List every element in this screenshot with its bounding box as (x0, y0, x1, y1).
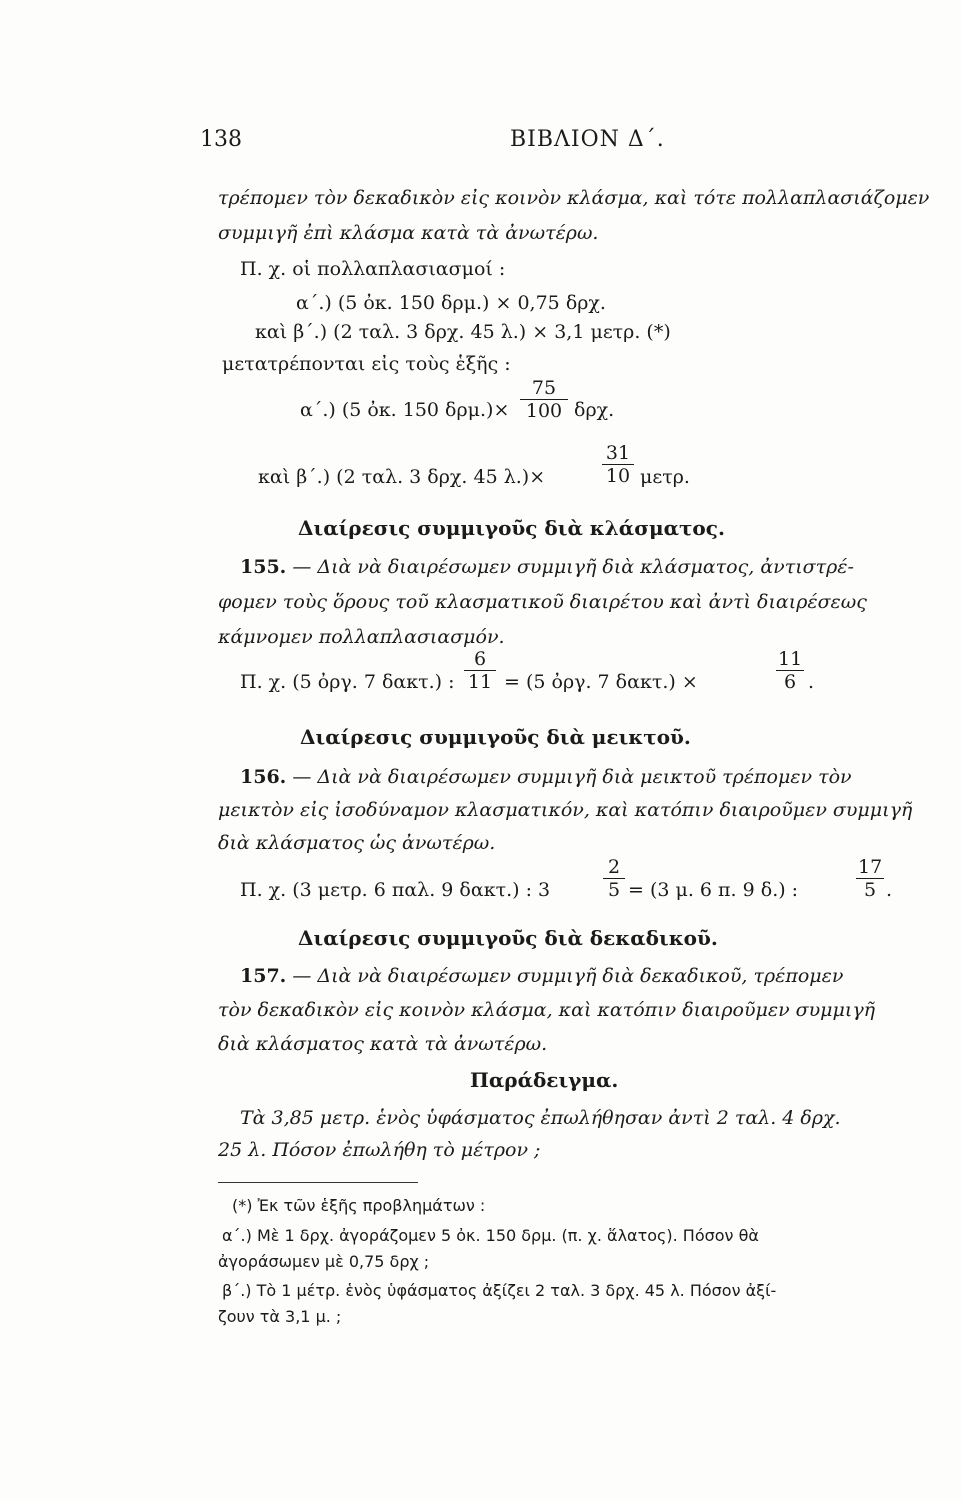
section-157-text-1: — Διὰ νὰ διαιρέσωμεν συμμιγῆ διὰ δεκαδικοῦ, τρέπομεν (292, 965, 844, 987)
intro-example-b: καὶ β΄.) (2 ταλ. 3 δρχ. 45 λ.) × 3,1 μετρ. (*) (255, 321, 671, 343)
section-156-text-1: — Διὰ νὰ διαιρέσωμεν συμμιγῆ διὰ μεικτοῦ τρέπομεν τὸν (292, 766, 852, 788)
section-155-denominator-1: 11 (467, 671, 493, 693)
section-156-numerator-2: 17 (858, 856, 883, 878)
footnote-line-4: β΄.) Τὸ 1 μέτρ. ἑνὸς ὑφάσματος ἀξίζει 2 ταλ. 3 δρχ. 45 λ. Πόσον ἀξί- (222, 1281, 777, 1300)
footnote-line-3: ἀγοράσωμεν μὲ 0,75 δρχ ; (218, 1252, 430, 1271)
example-line-1: Τὰ 3,85 μετρ. ἑνὸς ὑφάσματος ἐπωλήθησαν ἀντὶ 2 ταλ. 4 δρχ. (240, 1107, 841, 1129)
section-157-line-3: διὰ κλάσματος κατὰ τὰ ἀνωτέρω. (218, 1033, 548, 1055)
conv-a-fraction (520, 377, 568, 422)
section-155-fraction-2 (776, 648, 804, 693)
section-156-numerator-1: 2 (603, 856, 625, 879)
section-156-fraction-2 (856, 856, 884, 901)
page-number: 138 (200, 127, 242, 152)
section-155-example-end: . (808, 671, 815, 693)
section-155-text-1: — Διὰ νὰ διαιρέσωμεν συμμιγῆ διὰ κλάσματος, ἀντιστρέ- (292, 556, 854, 578)
section-156-fraction-1 (603, 856, 625, 901)
section-155-fraction-1 (464, 648, 496, 693)
section-155-example-prefix: Π. χ. (5 ὀργ. 7 δακτ.) : (240, 671, 455, 693)
example-line-2: 25 λ. Πόσον ἐπωλήθη τὸ μέτρον ; (218, 1139, 541, 1161)
section-155-number: 155. (240, 556, 287, 578)
conv-b-fraction (602, 442, 634, 487)
section-157-line-1 (240, 964, 843, 988)
section-156-example-prefix: Π. χ. (3 μετρ. 6 παλ. 9 δακτ.) : 3 (240, 879, 551, 901)
conv-a-unit: δρχ. (574, 399, 615, 421)
intro-convert: μετατρέπονται εἰς τοὺς ἑξῆς : (222, 353, 511, 375)
section-156-heading: Διαίρεσις συμμιγοῦς διὰ μεικτοῦ. (300, 725, 691, 749)
section-156-example-middle: = (3 μ. 6 π. 9 δ.) : (628, 879, 799, 901)
example-heading: Παράδειγμα. (470, 1068, 619, 1092)
section-155-heading: Διαίρεσις συμμιγοῦς διὰ κλάσματος. (298, 516, 725, 540)
section-156-example-end: . (886, 879, 893, 901)
section-156-line-1 (240, 765, 852, 789)
intro-example-a: α΄.) (5 ὀκ. 150 δρμ.) × 0,75 δρχ. (296, 292, 606, 314)
section-157-number: 157. (240, 965, 287, 987)
section-157-line-2: τὸν δεκαδικὸν εἰς κοινὸν κλάσμα, καὶ κατόπιν διαιροῦμεν συμμιγῆ (218, 999, 876, 1021)
section-155-example-middle: = (5 ὀργ. 7 δακτ.) × (504, 671, 698, 693)
section-156-number: 156. (240, 766, 287, 788)
section-155-numerator-2: 11 (778, 648, 803, 670)
book-title: ΒΙΒΛΙΟΝ Δ΄. (510, 127, 665, 152)
intro-line-1: τρέπομεν τὸν δεκαδικὸν εἰς κοινὸν κλάσμα, καὶ τότε πολλαπλασιάζομεν (218, 187, 930, 209)
footnote-line-1: (*) Ἐκ τῶν ἑξῆς προβλημάτων : (232, 1196, 486, 1215)
footnote-rule (218, 1182, 418, 1183)
footnote-line-5: ζουν τὰ 3,1 μ. ; (218, 1307, 342, 1326)
section-156-line-2: μεικτὸν εἰς ἰσοδύναμον κλασματικόν, καὶ κατόπιν διαιροῦμεν συμμιγῆ (218, 799, 913, 821)
conv-b-numerator: 31 (602, 442, 634, 465)
section-155-denominator-2: 6 (783, 671, 797, 693)
section-155-line-2: φομεν τοὺς ὅρους τοῦ κλασματικοῦ διαιρέτου καὶ ἀντὶ διαιρέσεως (218, 591, 867, 613)
conv-a-numerator: 75 (520, 377, 568, 400)
conv-b-prefix: καὶ β΄.) (2 ταλ. 3 δρχ. 45 λ.)× (258, 466, 546, 488)
section-156-denominator-1: 5 (607, 879, 621, 901)
section-155-line-1 (240, 555, 854, 579)
intro-line-2: συμμιγῆ ἐπὶ κλάσμα κατὰ τὰ ἀνωτέρω. (218, 222, 599, 244)
footnote-line-2: α΄.) Μὲ 1 δρχ. ἀγοράζομεν 5 ὀκ. 150 δρμ. (π. χ. ἅλατος). Πόσον θὰ (222, 1226, 759, 1245)
conv-b-unit: μετρ. (640, 466, 690, 488)
conv-a-prefix: α΄.) (5 ὀκ. 150 δρμ.)× (300, 399, 510, 421)
section-156-denominator-2: 5 (863, 879, 877, 901)
section-155-line-3: κάμνομεν πολλαπλασιασμόν. (218, 626, 505, 648)
section-156-line-3: διὰ κλάσματος ὡς ἀνωτέρω. (218, 832, 496, 854)
intro-line-3: Π. χ. οἱ πολλαπλασιασμοί : (240, 258, 506, 280)
section-157-heading: Διαίρεσις συμμιγοῦς διὰ δεκαδικοῦ. (298, 926, 718, 950)
conv-a-denominator: 100 (525, 400, 563, 422)
conv-b-denominator: 10 (605, 465, 631, 487)
section-155-numerator-1: 6 (464, 648, 496, 671)
